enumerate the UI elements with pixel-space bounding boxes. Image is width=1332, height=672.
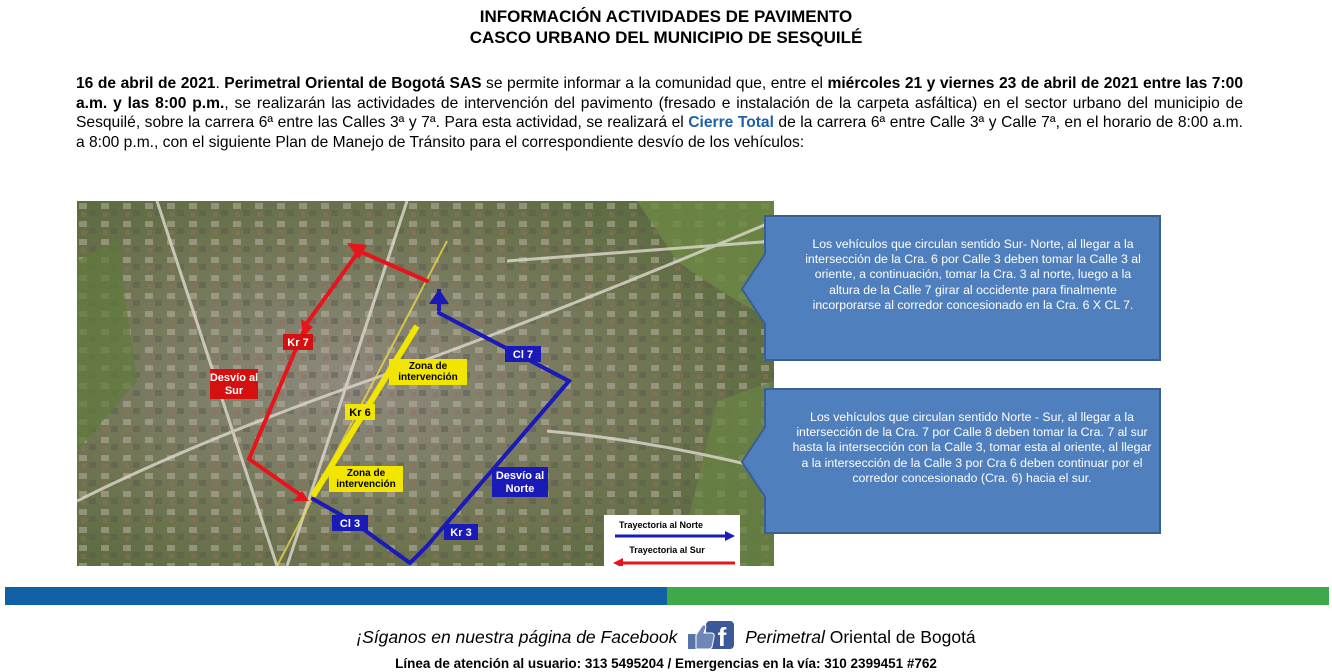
footer-contact-line: Línea de atención al usuario: 313 5495204 / Emergencias en la vía: 310 2399451 #762 [395, 656, 937, 671]
callout-bottom-text: Los vehículos que circulan sentido Norte - Sur, al llegar a la intersección de la Cra. 7 por Calle 8 deben tomar la Cra. 7 al sur hasta la intersección con la Calle 3, tomar esta al oriente, al llegar a la intersección de la Calle 3 por Cra 6 deben continuar por el corredor concesionado (Cra. 6) hacia el sur. [792, 410, 1152, 485]
footer-bar-blue [5, 587, 667, 605]
detour-map [77, 201, 774, 566]
intro-closure: Cierre Total [688, 114, 774, 132]
map-label-zona-2: Zona de intervención [336, 468, 396, 490]
intro-text-3: de la carrera 6ª entre Calle 3ª y Calle 7ª, en el horario de 8:00 a.m. a 8:00 p.m., con el siguiente Plan de Manejo de Tránsito para el correspondiente desvío de los vehículos: [76, 114, 1243, 151]
title-line-2: CASCO URBANO DEL MUNICIPIO DE SESQUILÉ [469, 28, 863, 47]
intro-text-1: se permite informar a la comunidad que, entre el [481, 75, 828, 92]
callout-bottom [740, 387, 1165, 537]
footer-bar-green [667, 587, 1329, 605]
footer-facebook-line [0, 620, 1332, 657]
map-label-desvio-norte: Desvío al Norte [495, 470, 545, 495]
callout-top-text: Los vehículos que circulan sentido Sur- Norte, al llegar a la intersección de la Cra. 6 por Calle 3 deben tomar la Calle 3 al oriente, a continuación, tomar la Cra. 3 al norte, luego a la altura de la Calle 7 girar al occidente para finalmente incorporarse al corredor concesionado en la Cra. 6 X CL 7. [805, 237, 1141, 312]
map-label-cl7: Cl 7 [512, 349, 534, 361]
title-line-1: INFORMACIÓN ACTIVIDADES DE PAVIMENTO [479, 7, 853, 26]
map-label-kr3: Kr 3 [450, 527, 472, 539]
map-label-desvio-sur: Desvío al Sur [209, 372, 259, 397]
map-label-zona-1: Zona de intervención [398, 361, 458, 383]
footer-page-rest: Oriental de Bogotá [824, 627, 976, 648]
facebook-like-icon[interactable] [686, 620, 736, 657]
callout-top [740, 214, 1165, 364]
legend-north-label: Trayectoria al Norte [618, 520, 704, 530]
intro-paragraph: 16 de abril de 2021. Perimetral Oriental de Bogotá SAS se permite informar a la comunidad que, entre el miércoles 21 y viernes 23 de abril de 2021 entre las 7:00 a.m. y las 8:00 p.m., se realizarán las actividades de intervención del pavimento (fresado e instalación de la carpeta asfáltica) en el sector urbano del municipio de Sesquilé, sobre la carrera 6ª entre las Calles 3ª y 7ª. Para esta actividad, se realizará el Cierre Total de la carrera 6ª entre Calle 3ª y Calle 7ª, en el horario de 8:00 a.m. a 8:00 p.m., con el siguiente Plan de Manejo de Tránsito para el correspondiente desvío de los vehículos: [76, 75, 1243, 151]
map-legend [604, 515, 740, 566]
svg-text:f: f [717, 622, 727, 650]
intro-period: miércoles 21 y viernes 23 de abril de 2021 entre las 7:00 a.m. y las 8:00 p.m. [76, 75, 1243, 112]
intro-text-2: , se realizarán las actividades de intervención del pavimento (fresado e instalación de la carpeta asfáltica) en el sector urbano del municipio de Sesquilé, sobre la carrera 6ª entre las Calles 3ª y 7ª. Para esta actividad, se realizará el [76, 94, 1243, 132]
intro-company: Perimetral Oriental de Bogotá SAS [224, 75, 482, 92]
map-label-kr7: Kr 7 [287, 337, 309, 349]
intro-date: 16 de abril de 2021 [76, 75, 216, 92]
map-label-kr6: Kr 6 [349, 407, 371, 419]
page-title [0, 6, 1332, 48]
legend-south-label: Trayectoria al Sur [629, 545, 705, 555]
footer-follow-text: ¡Síganos en nuestra página de Facebook [356, 627, 678, 648]
footer-page-italic: Perimetral [745, 627, 825, 648]
map-label-cl3: Cl 3 [339, 518, 361, 530]
